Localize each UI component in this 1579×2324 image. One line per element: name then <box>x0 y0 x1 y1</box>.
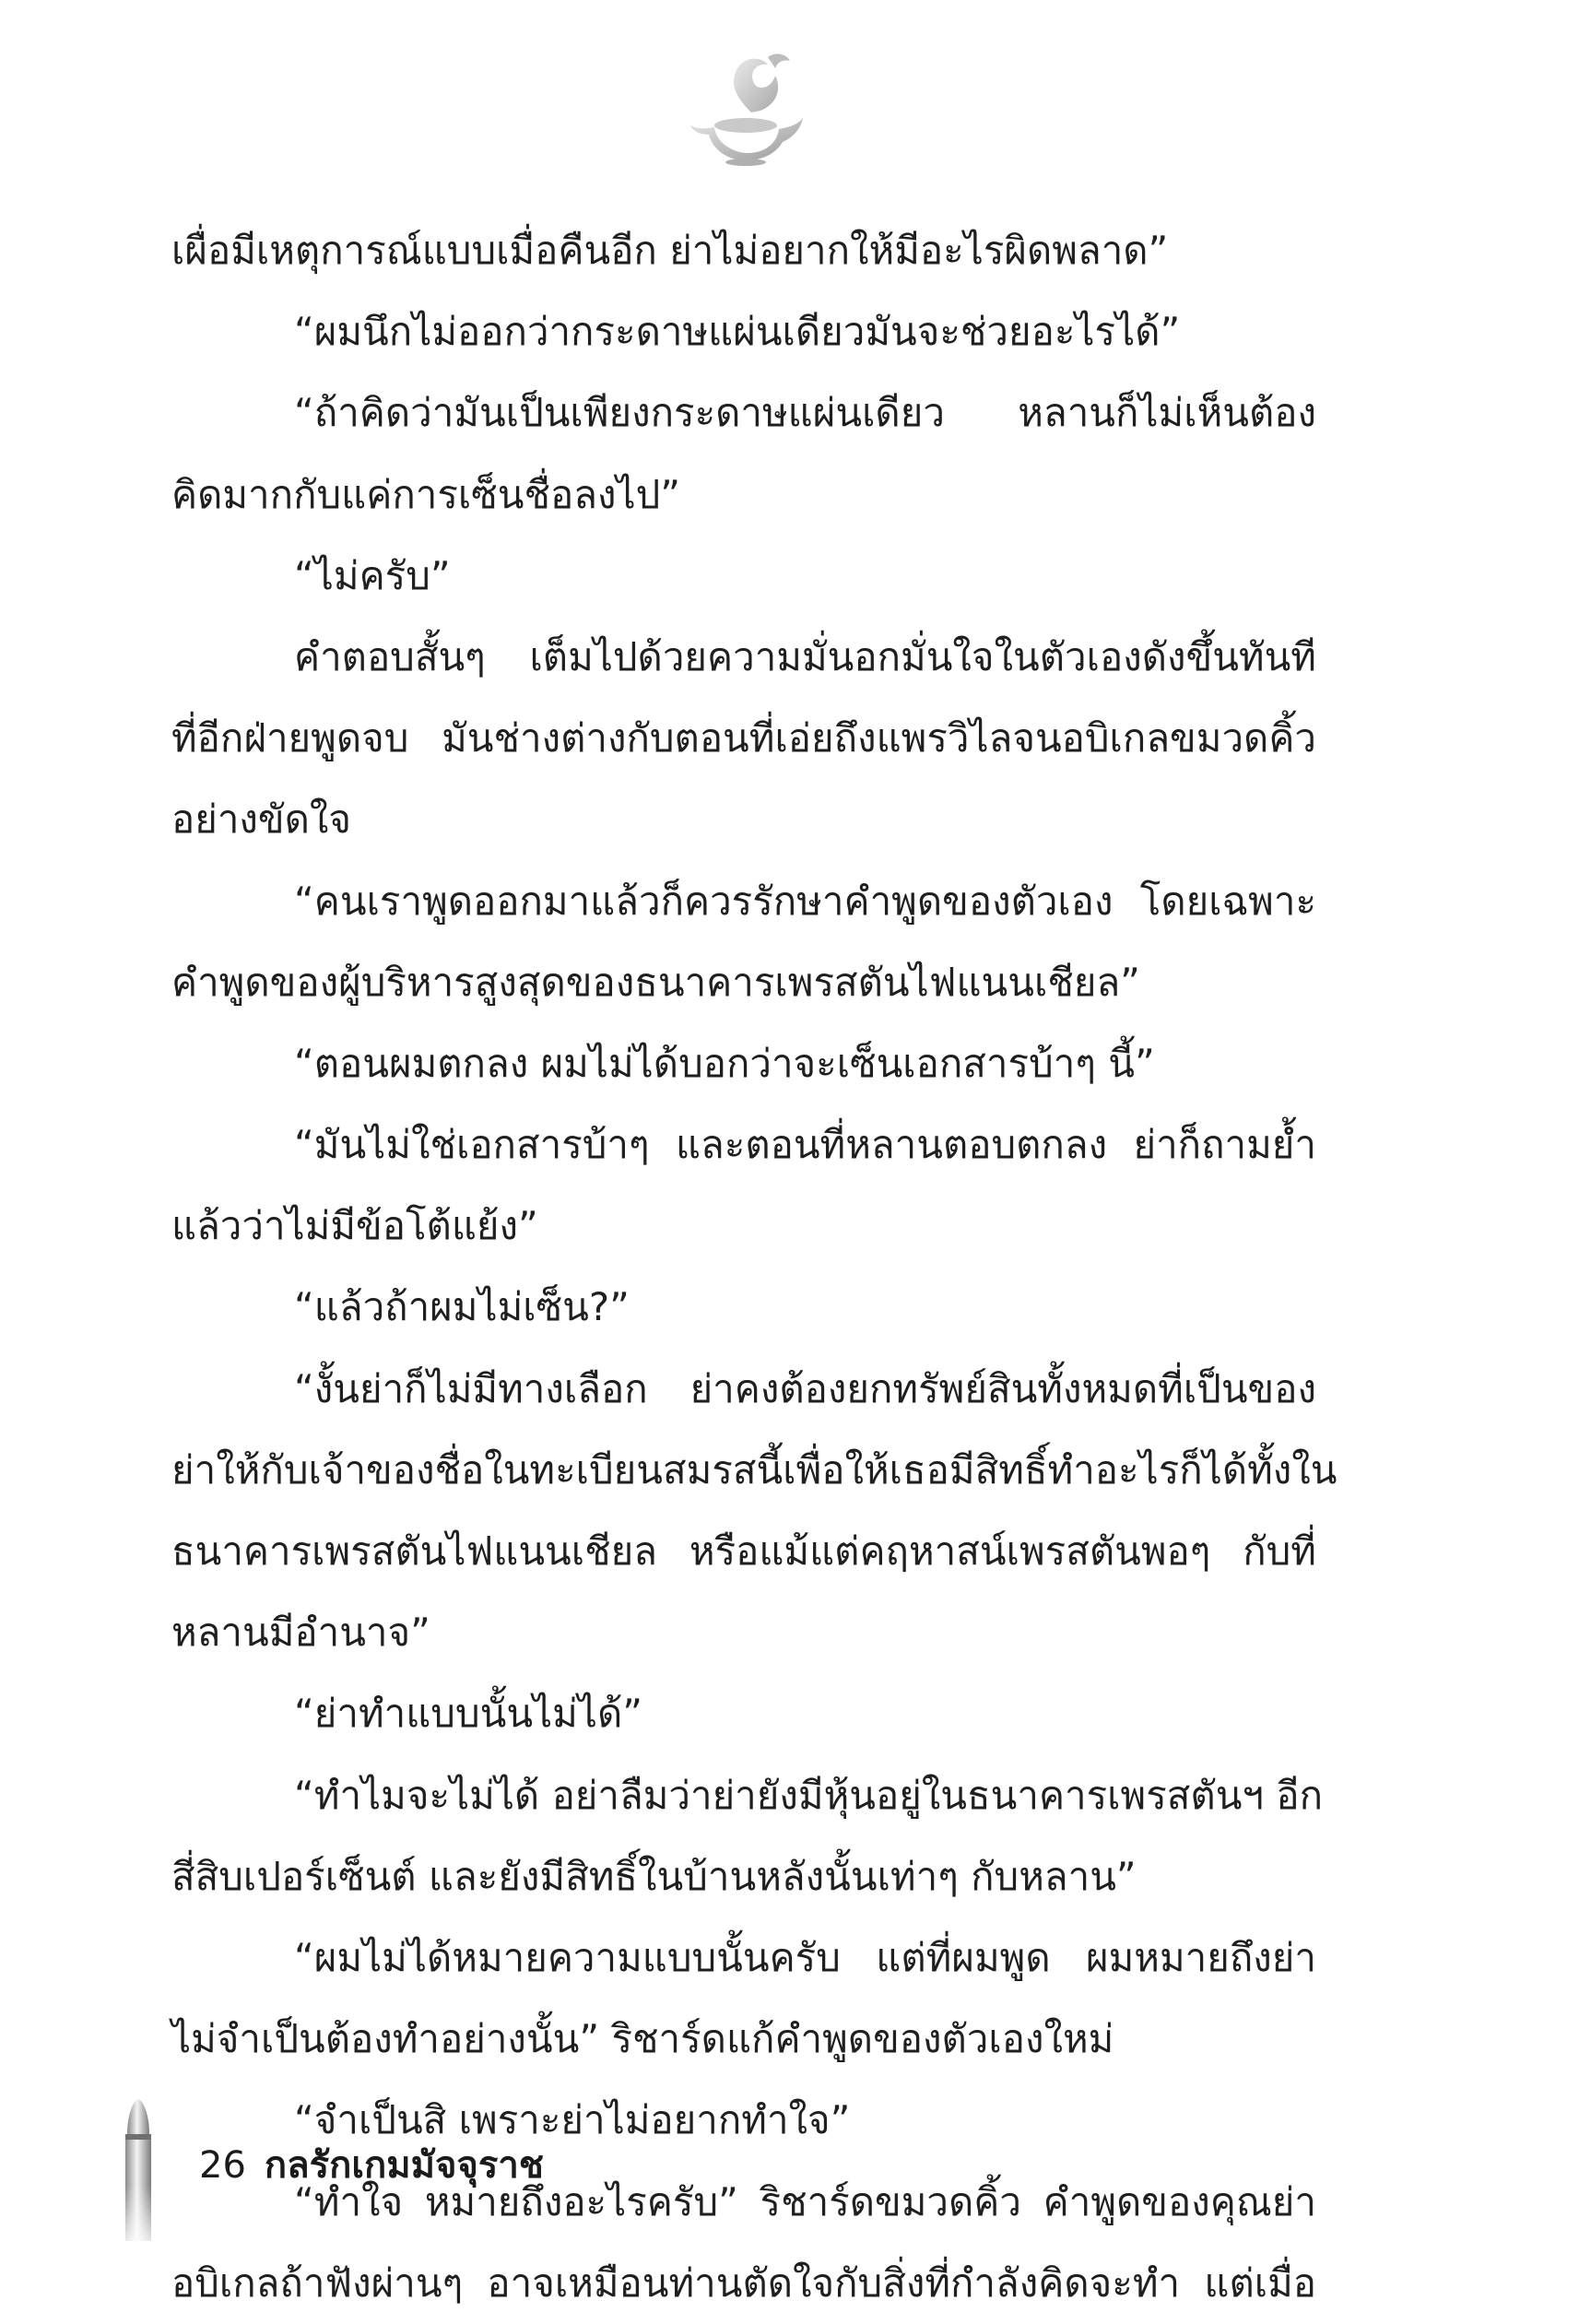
page-number: 26 <box>199 2144 246 2187</box>
body-line: เผื่อมีเหตุการณ์แบบเมื่อคืนอีก ย่าไม่อยากให้มีอะไรผิดพลาด” <box>171 228 1169 273</box>
body-line: อย่างขัดใจ <box>171 796 352 843</box>
body-line: “ย่าทำแบบนั้นไม่ได้” <box>294 1691 642 1737</box>
body-line: อบิเกลถ้าฟังผ่านๆ อาจเหมือนท่านตัดใจกับสิ่งที่กำลังคิดจะทำ แต่เมื่อ <box>171 2259 1316 2306</box>
body-line: “แล้วถ้าผมไม่เซ็น?” <box>294 1284 630 1330</box>
body-line: “ถ้าคิดว่ามันเป็นเพียงกระดาษแผ่นเดียว หลานก็ไม่เห็นต้อง <box>294 390 1316 436</box>
body-line: “จำเป็นสิ เพราะย่าไม่อยากทำใจ” <box>294 2097 851 2143</box>
body-line: คำตอบสั้นๆ เต็มไปด้วยความมั่นอกมั่นใจในตัวเองดังขึ้นทันที <box>294 633 1316 679</box>
body-line: “มันไม่ใช่เอกสารบ้าๆ และตอนที่หลานตอบตกลง ย่าก็ถามย้ำ <box>294 1122 1316 1168</box>
body-line: “ตอนผมตกลง ผมไม่ได้บอกว่าจะเซ็นเอกสารบ้าๆ นี้” <box>294 1040 1155 1086</box>
footer-line <box>199 2138 544 2193</box>
body-line: ย่าให้กับเจ้าของชื่อในทะเบียนสมรสนี้เพื่อให้เธอมีสิทธิ์ทำอะไรก็ได้ทั้งใน <box>171 1446 1337 1492</box>
body-line: หลานมีอำนาจ” <box>171 1610 430 1656</box>
body-line: “ไม่ครับ” <box>294 552 451 598</box>
body-line: “ทำใจ หมายถึงอะไรครับ” ริชาร์ดขมวดคิ้ว คำพูดของคุณย่า <box>294 2178 1316 2224</box>
body-line: “งั้นย่าก็ไม่มีทางเลือก ย่าคงต้องยกทรัพย์สินทั้งหมดที่เป็นของ <box>294 1365 1316 1411</box>
book-title: กลรักเกมมัจจุราช <box>264 2144 544 2187</box>
body-line: “ทำไมจะไม่ได้ อย่าลืมว่าย่ายังมีหุ้นอยู่ในธนาคารเพรสตันฯ อีก <box>294 1772 1323 1818</box>
body-line: คิดมากกับแค่การเซ็นชื่อลงไป” <box>171 471 680 517</box>
genie-lamp-icon <box>687 48 816 168</box>
body-text <box>171 210 1337 2324</box>
bullet-cartridge-icon <box>120 2097 157 2254</box>
body-line: คำพูดของผู้บริหารสูงสุดของธนาคารเพรสตันไฟแนนเชียล” <box>171 959 1140 1005</box>
body-line: “ผมนึกไม่ออกว่ากระดาษแผ่นเดียวมันจะช่วยอะไรได้” <box>294 309 1181 355</box>
body-line: “ผมไม่ได้หมายความแบบนั้นครับ แต่ที่ผมพูด ผมหมายถึงย่า <box>294 1934 1316 1980</box>
body-line: สี่สิบเปอร์เซ็นต์ และยังมีสิทธิ์ในบ้านหลังนั้นเท่าๆ กับหลาน” <box>171 1853 1137 1899</box>
page-footer <box>120 2097 673 2254</box>
body-line: ไม่จำเป็นต้องทำอย่างนั้น” ริชาร์ดแก้คำพูดของตัวเองใหม่ <box>171 2016 1114 2062</box>
body-line: ที่อีกฝ่ายพูดจบ มันช่างต่างกับตอนที่เอ่ยถึงแพรวิไลจนอบิเกลขมวดคิ้ว <box>171 715 1316 761</box>
body-line: ธนาคารเพรสตันไฟแนนเชียล หรือแม้แต่คฤหาสน์เพรสตันพอๆ กับที่ <box>171 1528 1316 1574</box>
body-line: “คนเราพูดออกมาแล้วก็ควรรักษาคำพูดของตัวเอง โดยเฉพาะ <box>294 878 1316 924</box>
body-line: แล้วว่าไม่มีข้อโต้แย้ง” <box>171 1203 538 1249</box>
